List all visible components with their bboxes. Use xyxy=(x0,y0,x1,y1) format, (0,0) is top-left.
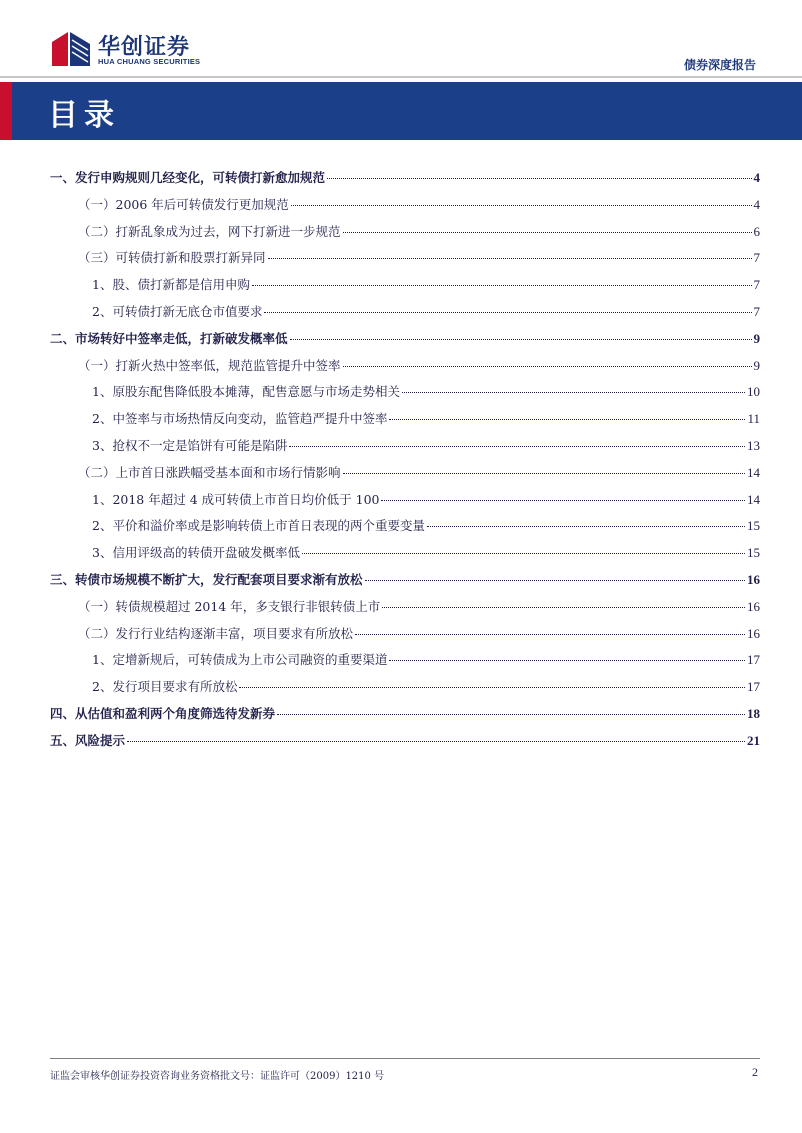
toc-entry-label: （三）可转债打新和股票打新异同 xyxy=(78,250,266,266)
toc-dot-leader xyxy=(327,178,751,179)
toc-entry[interactable] xyxy=(50,436,760,463)
table-of-contents xyxy=(50,168,760,758)
toc-entry-page-number: 14 xyxy=(747,491,760,507)
toc-entry-page-number: 16 xyxy=(747,598,760,614)
toc-dot-leader xyxy=(302,553,745,554)
toc-entry-page-number: 7 xyxy=(753,303,760,319)
toc-entry-label: 2、中签率与市场热情反向变动，监管趋严提升中签率 xyxy=(92,411,388,427)
toc-entry-label: 一、发行申购规则几经变化，可转债打新愈加规范 xyxy=(50,170,326,185)
title-band xyxy=(0,82,802,140)
toc-entry-page-number: 17 xyxy=(747,679,760,695)
header-divider xyxy=(0,76,802,78)
toc-entry[interactable] xyxy=(50,409,760,436)
toc-entry[interactable] xyxy=(50,677,760,704)
toc-entry[interactable] xyxy=(50,624,760,651)
toc-entry[interactable] xyxy=(50,650,760,677)
toc-entry[interactable] xyxy=(50,490,760,517)
toc-entry-label: 三、转债市场规模不断扩大，发行配套项目要求渐有放松 xyxy=(50,571,363,587)
toc-entry-page-number: 16 xyxy=(747,625,760,641)
toc-entry-label: 1、2018 年超过 4 成可转债上市首日均价低于 100 xyxy=(92,491,380,507)
toc-dot-leader xyxy=(343,232,752,233)
toc-dot-leader xyxy=(343,473,745,474)
footer-license-text: 证监会审核华创证券投资咨询业务资格批文号：证监许可（2009）1210 号 xyxy=(50,1071,385,1082)
toc-entry-page-number: 6 xyxy=(753,223,760,239)
footer-divider xyxy=(50,1058,760,1059)
toc-entry[interactable] xyxy=(50,248,760,275)
toc-entry[interactable] xyxy=(50,704,760,731)
toc-entry-page-number: 9 xyxy=(753,330,760,346)
toc-entry[interactable] xyxy=(50,275,760,302)
toc-entry[interactable] xyxy=(50,382,760,409)
company-logo xyxy=(50,28,210,72)
toc-entry[interactable] xyxy=(50,302,760,329)
page-title: 目录 xyxy=(48,98,120,133)
toc-entry-label: （一）转债规模超过 2014 年，多支银行非银转债上市 xyxy=(78,598,381,614)
toc-entry-label: 四、从估值和盈利两个角度筛选待发新券 xyxy=(50,705,276,721)
toc-dot-leader xyxy=(343,366,752,367)
toc-entry-page-number: 17 xyxy=(747,652,760,668)
toc-dot-leader xyxy=(427,526,745,527)
toc-entry[interactable] xyxy=(50,597,760,624)
toc-entry-label: （二）上市首日涨跌幅受基本面和市场行情影响 xyxy=(78,464,341,480)
toc-entry[interactable] xyxy=(50,222,760,249)
toc-entry-page-number: 16 xyxy=(747,571,760,587)
toc-entry[interactable] xyxy=(50,168,760,195)
toc-entry-page-number: 15 xyxy=(747,545,760,561)
toc-entry-page-number: 11 xyxy=(747,411,760,427)
toc-dot-leader xyxy=(289,446,745,447)
toc-entry-page-number: 13 xyxy=(747,437,760,453)
toc-entry-page-number: 4 xyxy=(753,196,760,212)
toc-dot-leader xyxy=(268,258,752,259)
toc-entry-label: 2、发行项目要求有所放松 xyxy=(92,679,238,695)
toc-dot-leader xyxy=(290,339,752,340)
toc-entry[interactable] xyxy=(50,516,760,543)
toc-entry-label: （一）2006 年后可转债发行更加规范 xyxy=(78,196,289,212)
title-accent-bar xyxy=(0,82,12,140)
toc-dot-leader xyxy=(389,660,745,661)
toc-entry-label: （二）打新乱象成为过去，网下打新进一步规范 xyxy=(78,223,341,239)
toc-entry-label: （一）打新火热中签率低，规范监管提升中签率 xyxy=(78,357,341,373)
toc-dot-leader xyxy=(291,205,752,206)
toc-entry[interactable] xyxy=(50,195,760,222)
toc-entry-label: 3、抢权不一定是馅饼有可能是陷阱 xyxy=(92,437,288,453)
toc-entry-page-number: 14 xyxy=(747,464,760,480)
toc-entry-label: 1、股、债打新都是信用申购 xyxy=(92,277,250,293)
toc-dot-leader xyxy=(239,687,745,688)
logo-chinese-name: 华创证券 xyxy=(98,35,191,60)
report-type-label: 债券深度报告 xyxy=(683,58,756,72)
toc-entry-label: 2、可转债打新无底仓市值要求 xyxy=(92,303,263,319)
toc-entry-page-number: 7 xyxy=(753,277,760,293)
toc-dot-leader xyxy=(355,634,745,635)
toc-entry-label: 五、风险提示 xyxy=(50,732,126,748)
toc-entry[interactable] xyxy=(50,356,760,383)
toc-entry-label: 3、信用评级高的转债开盘破发概率低 xyxy=(92,545,300,561)
toc-entry-page-number: 18 xyxy=(747,705,760,721)
toc-dot-leader xyxy=(381,500,745,501)
toc-entry[interactable] xyxy=(50,570,760,597)
toc-entry-page-number: 10 xyxy=(747,384,760,400)
toc-entry-page-number: 21 xyxy=(747,732,760,748)
toc-entry-page-number: 15 xyxy=(747,518,760,534)
toc-dot-leader xyxy=(382,607,745,608)
toc-dot-leader xyxy=(127,741,745,742)
toc-dot-leader xyxy=(389,419,745,420)
toc-entry-label: 1、定增新规后，可转债成为上市公司融资的重要渠道 xyxy=(92,652,388,668)
toc-dot-leader xyxy=(402,392,745,393)
toc-entry-label: 2、平价和溢价率或是影响转债上市首日表现的两个重要变量 xyxy=(92,518,425,534)
toc-entry[interactable] xyxy=(50,731,760,758)
toc-entry[interactable] xyxy=(50,543,760,570)
footer-page-number: 2 xyxy=(752,1065,758,1079)
toc-entry-page-number: 9 xyxy=(753,357,760,373)
toc-entry-label: 1、原股东配售降低股本摊薄，配售意愿与市场走势相关 xyxy=(92,384,400,400)
logo-english-name: HUA CHUANG SECURITIES xyxy=(98,57,201,66)
toc-entry[interactable] xyxy=(50,329,760,356)
logo-mark-icon xyxy=(50,28,94,68)
toc-dot-leader xyxy=(277,714,745,715)
toc-entry-label: （二）发行行业结构逐渐丰富，项目要求有所放松 xyxy=(78,625,354,641)
toc-dot-leader xyxy=(264,312,751,313)
toc-entry-page-number: 4 xyxy=(753,170,760,185)
toc-entry[interactable] xyxy=(50,463,760,490)
toc-entry-page-number: 7 xyxy=(753,250,760,266)
toc-dot-leader xyxy=(252,285,752,286)
toc-dot-leader xyxy=(365,580,745,581)
toc-entry-label: 二、市场转好中签率走低，打新破发概率低 xyxy=(50,330,288,346)
